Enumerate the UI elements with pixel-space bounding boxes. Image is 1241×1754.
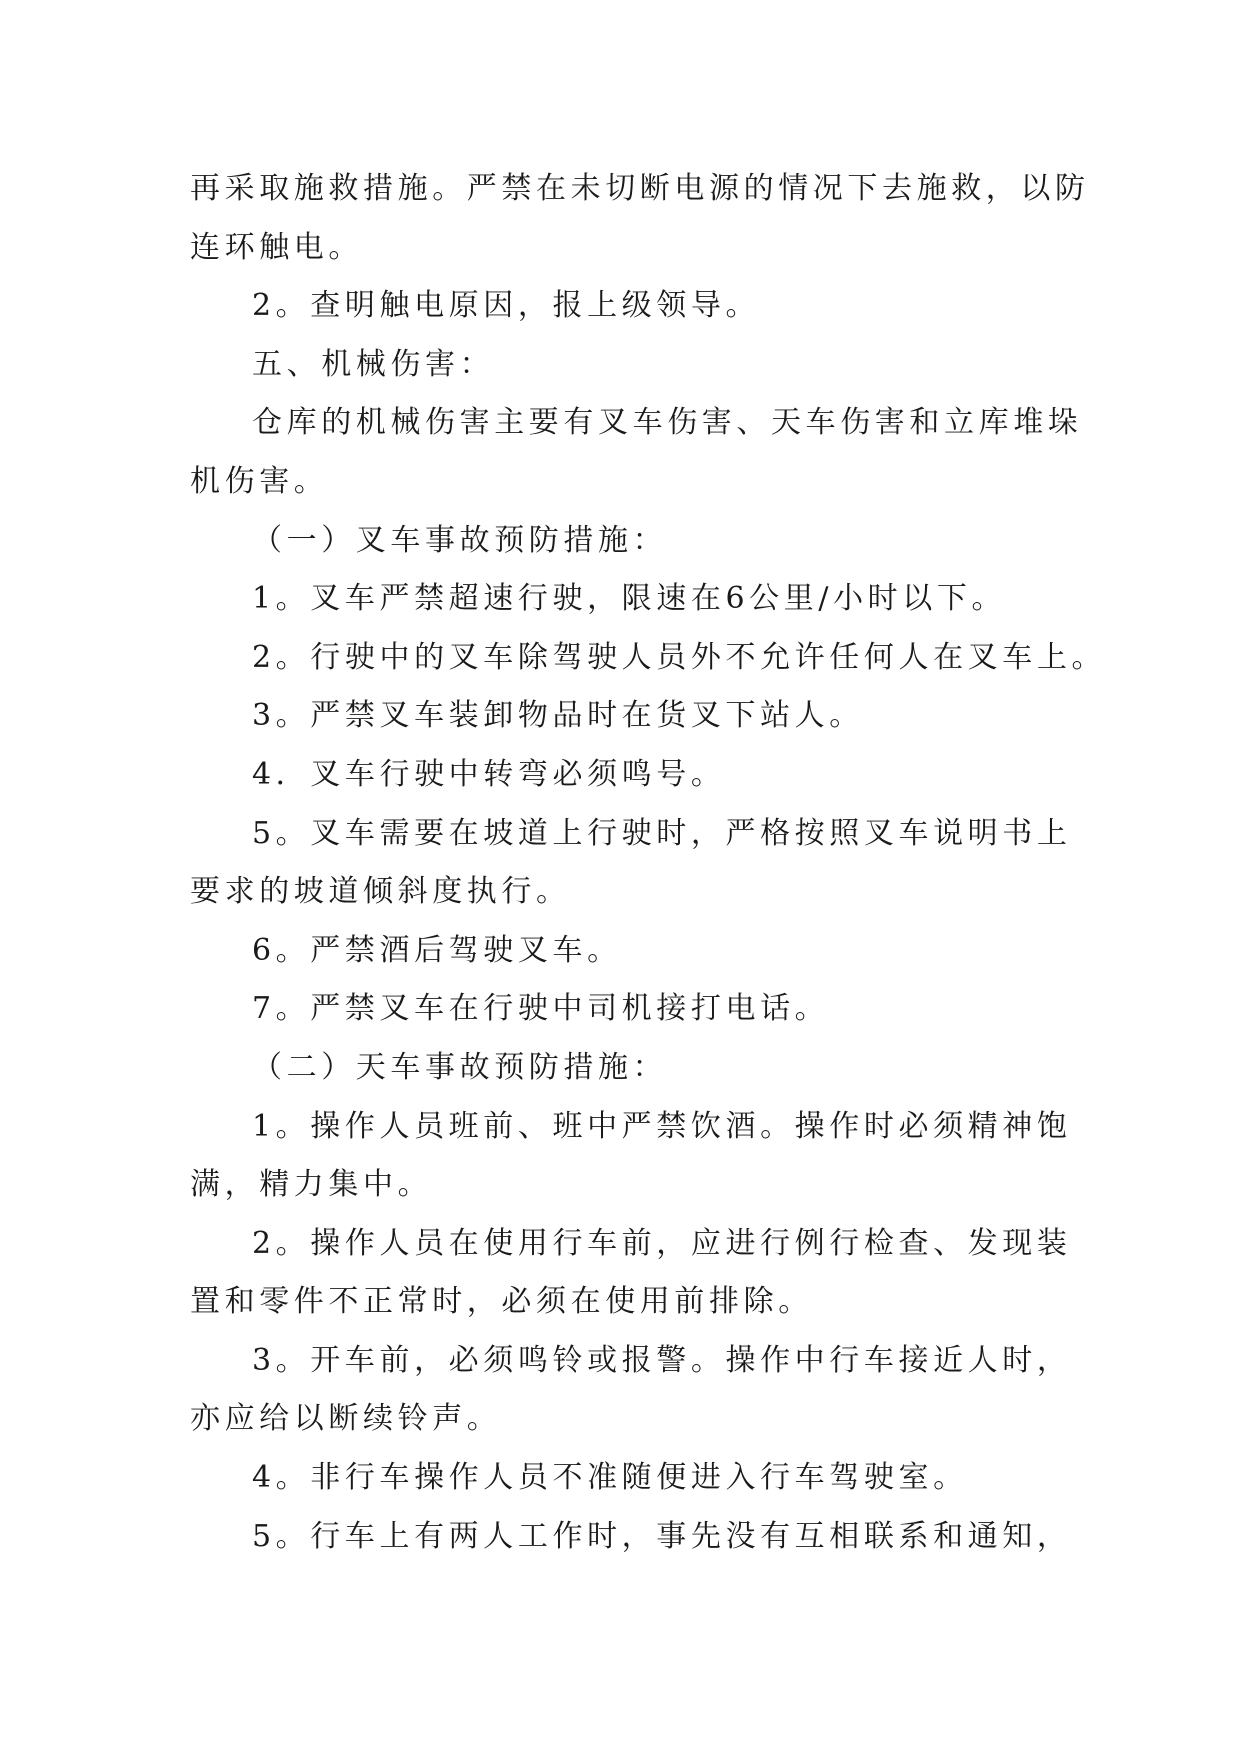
list-item: 1。操作人员班前、班中严禁饮酒。操作时必须精神饱 [252,1108,1072,1144]
list-item: 3。严禁叉车装卸物品时在货叉下站人。 [252,698,864,734]
list-item: 2。行驶中的叉车除驾驶人员外不允许任何人在叉车上。 [252,639,1107,675]
subsection-heading: （二）天车事故预防措施： [252,1049,668,1085]
list-item: 6。严禁酒后驾驶叉车。 [252,932,622,968]
paragraph-line: 置和零件不正常时，必须在使用前排除。 [190,1284,813,1320]
list-item: 5。行车上有两人工作时，事先没有互相联系和通知， [252,1518,1072,1554]
paragraph-line: 满，精力集中。 [190,1167,433,1203]
paragraph-line: 机伤害。 [190,463,329,499]
subsection-heading: （一）叉车事故预防措施： [252,522,668,558]
list-item: 4．叉车行驶中转弯必须鸣号。 [252,756,726,792]
list-item: 1。叉车严禁超速行驶，限速在6公里/小时以下。 [252,581,1007,617]
list-item: 2。查明触电原因，报上级领导。 [252,288,761,324]
paragraph-line: 仓库的机械伤害主要有叉车伤害、天车伤害和立库堆垛 [252,405,1083,441]
list-item: 4。非行车操作人员不准随便进入行车驾驶室。 [252,1460,968,1496]
document-body [190,160,1107,1566]
section-heading: 五、机械伤害： [252,346,495,382]
paragraph-line: 再采取施救措施。严禁在未切断电源的情况下去施救，以防 [190,171,1090,206]
paragraph-line: 要求的坡道倾斜度执行。 [190,874,571,910]
list-item: 3。开车前，必须鸣铃或报警。操作中行车接近人时， [252,1342,1072,1378]
list-item: 7。严禁叉车在行驶中司机接打电话。 [252,991,830,1027]
paragraph-line: 连环触电。 [190,229,363,265]
paragraph-line: 亦应给以断续铃声。 [190,1401,502,1437]
list-item: 5。叉车需要在坡道上行驶时，严格按照叉车说明书上 [252,815,1072,851]
list-item: 2。操作人员在使用行车前，应进行例行检查、发现装 [252,1225,1072,1261]
